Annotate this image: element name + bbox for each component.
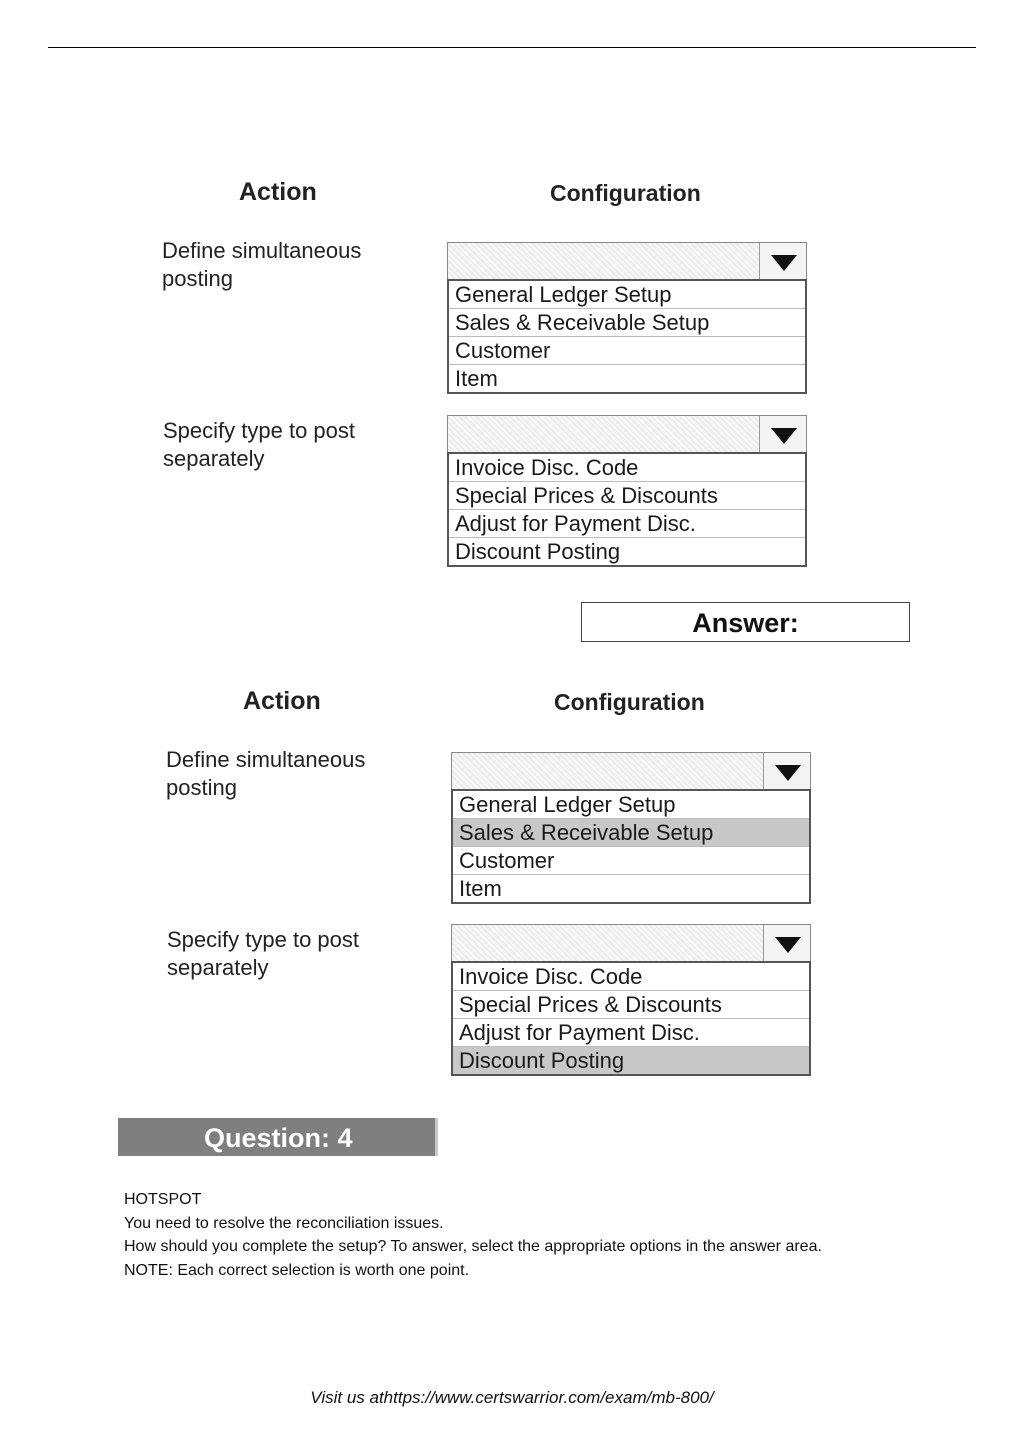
dropdown-options: [447, 452, 807, 567]
dropdown-option[interactable]: Special Prices & Discounts: [449, 482, 805, 510]
dropdown-header[interactable]: [451, 924, 811, 961]
answer-configuration-heading: Configuration: [554, 689, 705, 715]
dropdown-options: [451, 789, 811, 904]
answer-dropdown-simultaneous[interactable]: [451, 752, 811, 904]
dropdown-option-selected[interactable]: Discount Posting: [453, 1047, 809, 1074]
answer-action-label-separately: Specify type to post separately: [167, 927, 359, 980]
dropdown-options: [447, 279, 807, 394]
dropdown-option[interactable]: General Ledger Setup: [449, 281, 805, 309]
dropdown-option-selected[interactable]: Sales & Receivable Setup: [453, 819, 809, 847]
question-line: You need to resolve the reconciliation issues.: [124, 1214, 444, 1232]
dropdown-option[interactable]: Discount Posting: [455, 539, 621, 564]
dropdown-option[interactable]: Customer: [453, 847, 809, 875]
dropdown-option[interactable]: Invoice Disc. Code: [453, 963, 809, 991]
chevron-down-icon[interactable]: [763, 753, 810, 789]
chevron-down-icon[interactable]: [759, 416, 806, 452]
question-type: HOTSPOT: [124, 1191, 202, 1208]
chevron-down-icon[interactable]: [763, 925, 810, 961]
question-banner: Question: 4: [118, 1118, 438, 1156]
top-rule: [48, 47, 976, 48]
dropdown-option[interactable]: Adjust for Payment Disc.: [449, 510, 805, 538]
dropdown-option[interactable]: Sales & Receivable Setup: [449, 309, 805, 337]
dropdown-option[interactable]: Adjust for Payment Disc.: [453, 1019, 809, 1047]
dropdown-option[interactable]: General Ledger Setup: [453, 791, 809, 819]
dropdown-option[interactable]: Customer: [449, 337, 805, 365]
dropdown-header[interactable]: [451, 752, 811, 789]
question-text: [124, 1188, 822, 1282]
dropdown-option[interactable]: Invoice Disc. Code: [449, 454, 805, 482]
answer-label-box: Answer:: [581, 602, 910, 642]
answer-dropdown-separately[interactable]: [451, 924, 811, 1076]
dropdown-separately[interactable]: [447, 415, 807, 567]
dropdown-simultaneous[interactable]: [447, 242, 807, 394]
dropdown-option[interactable]: Special Prices & Discounts: [453, 991, 809, 1019]
dropdown-option[interactable]: Item: [455, 366, 498, 391]
action-heading: Action: [239, 178, 317, 206]
action-label-separately: Specify type to post separately: [163, 418, 355, 471]
dropdown-option[interactable]: Item: [459, 876, 502, 901]
dropdown-header[interactable]: [447, 242, 807, 279]
chevron-down-icon[interactable]: [759, 243, 806, 279]
question-note: NOTE: Each correct selection is worth one point.: [124, 1261, 470, 1279]
answer-action-label-simultaneous: Define simultaneous posting: [166, 747, 366, 800]
dropdown-options: [451, 961, 811, 1076]
question-line: How should you complete the setup? To answer, select the appropriate options in the answer area.: [124, 1238, 822, 1255]
action-label-simultaneous: Define simultaneous posting: [162, 238, 362, 291]
dropdown-header[interactable]: [447, 415, 807, 452]
configuration-heading: Configuration: [550, 180, 701, 206]
footer-link-text: Visit us athttps://www.certswarrior.com/exam/mb-800/: [310, 1388, 714, 1407]
answer-action-heading: Action: [243, 687, 321, 715]
